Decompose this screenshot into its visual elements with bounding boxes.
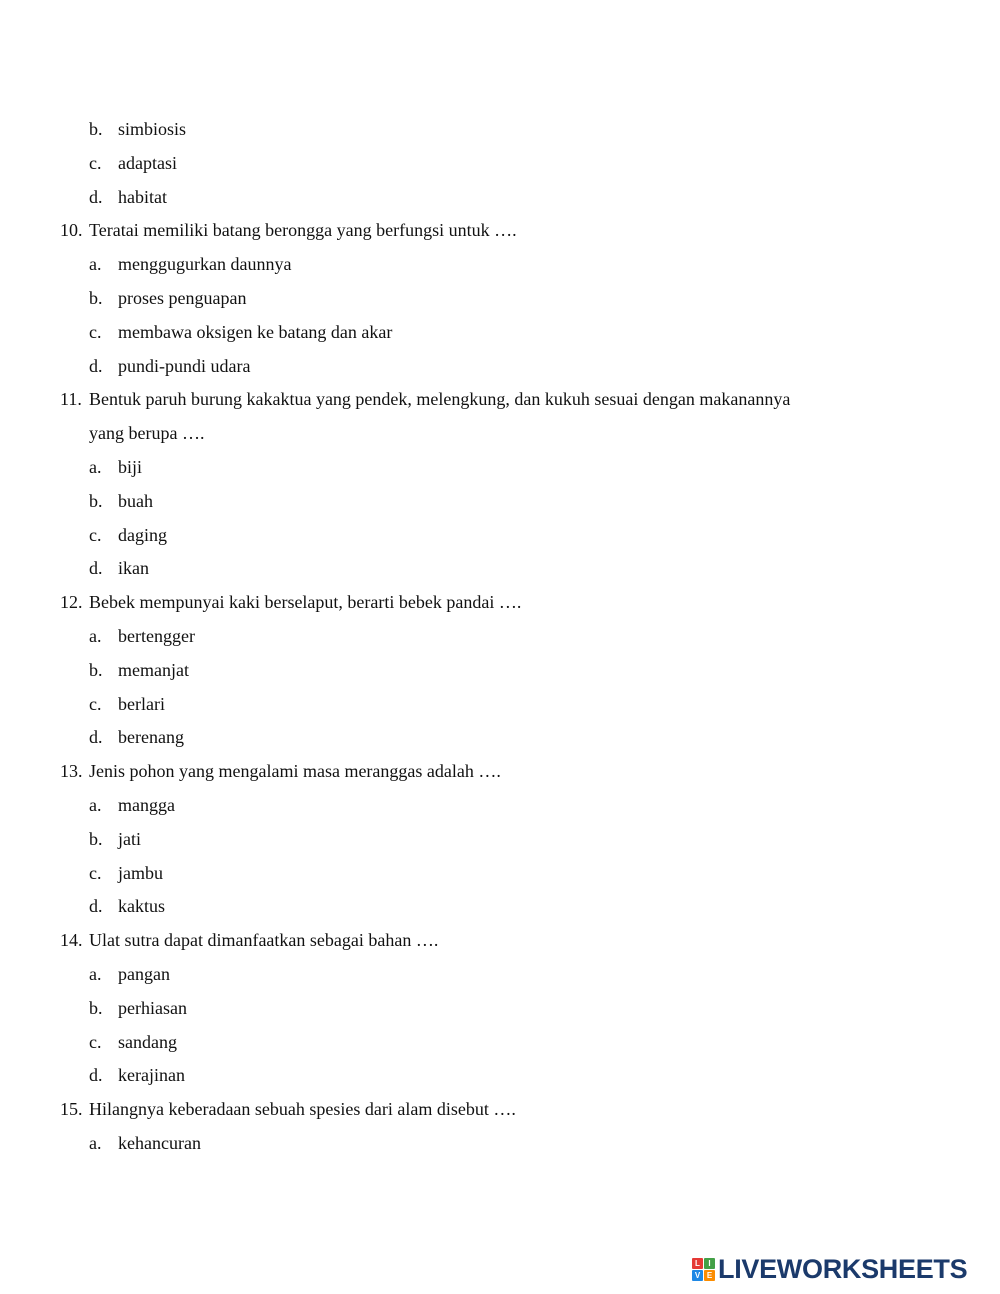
option-letter: a.	[89, 254, 102, 275]
question-item	[0, 1093, 1000, 1127]
option-text: bertengger	[118, 625, 195, 646]
option-letter: b.	[89, 659, 103, 680]
question-number: 13.	[60, 761, 83, 782]
option-text: simbiosis	[118, 119, 187, 139]
question-text: Bebek mempunyai kaki berselaput, berarti bebek pandai ….	[89, 592, 522, 613]
option-text: biji	[118, 456, 143, 477]
answer-option	[0, 992, 1000, 1026]
answer-option	[0, 688, 1000, 722]
answer-option	[0, 451, 1000, 485]
question-item	[0, 383, 1000, 417]
option-text: jambu	[118, 862, 163, 883]
option-letter: b.	[89, 828, 103, 849]
answer-option	[0, 958, 1000, 992]
logo-icon	[692, 1258, 715, 1281]
answer-option	[0, 316, 1000, 350]
option-letter: b.	[89, 119, 103, 139]
option-letter: d.	[89, 727, 103, 748]
option-text: kaktus	[118, 896, 165, 917]
option-text: adaptasi	[118, 152, 177, 173]
option-letter: a.	[89, 963, 102, 984]
question-number: 15.	[60, 1099, 83, 1120]
option-text: kerajinan	[118, 1065, 185, 1086]
option-letter: b.	[89, 287, 103, 308]
question-text: Ulat sutra dapat dimanfaatkan sebagai bahan ….	[89, 930, 439, 951]
option-text: proses penguapan	[118, 287, 247, 308]
option-letter: b.	[89, 490, 103, 511]
option-text: mangga	[118, 794, 175, 815]
option-text: sandang	[118, 1031, 177, 1052]
answer-option	[0, 282, 1000, 316]
question-continuation	[0, 417, 1000, 451]
answer-option	[0, 721, 1000, 755]
question-text: Hilangnya keberadaan sebuah spesies dari alam disebut ….	[89, 1099, 516, 1120]
question-item	[0, 755, 1000, 789]
option-letter: c.	[89, 524, 102, 545]
option-letter: d.	[89, 896, 103, 917]
question-number: 11.	[60, 389, 82, 410]
answer-option	[0, 1059, 1000, 1093]
question-item	[0, 924, 1000, 958]
option-letter: a.	[89, 625, 102, 646]
option-text: berenang	[118, 727, 184, 748]
question-text: yang berupa ….	[89, 423, 205, 444]
option-text: buah	[118, 490, 153, 511]
question-text: Jenis pohon yang mengalami masa meranggas adalah ….	[89, 761, 501, 782]
option-text: ikan	[118, 558, 149, 579]
option-text: perhiasan	[118, 997, 187, 1018]
answer-option	[0, 350, 1000, 384]
logo-cell: L	[692, 1258, 703, 1269]
logo-cell: V	[692, 1270, 703, 1281]
answer-option	[0, 147, 1000, 181]
answer-option	[0, 248, 1000, 282]
option-letter: a.	[89, 456, 102, 477]
question-text: Bentuk paruh burung kakaktua yang pendek, melengkung, dan kukuh sesuai dengan makanannya	[89, 389, 791, 410]
option-text: pundi-pundi udara	[118, 355, 251, 376]
answer-option	[0, 857, 1000, 891]
answer-option	[0, 113, 1000, 147]
option-letter: c.	[89, 693, 102, 714]
answer-option	[0, 823, 1000, 857]
option-text: kehancuran	[118, 1132, 201, 1153]
option-letter: c.	[89, 1031, 102, 1052]
logo-wordmark: LIVEWORKSHEETS	[718, 1253, 968, 1284]
question-number: 14.	[60, 930, 83, 951]
option-text: jati	[118, 828, 141, 849]
option-text: habitat	[118, 186, 167, 207]
option-text: menggugurkan daunnya	[118, 254, 292, 275]
option-letter: b.	[89, 997, 103, 1018]
question-item	[0, 586, 1000, 620]
answer-option	[0, 789, 1000, 823]
answer-option	[0, 1127, 1000, 1161]
question-text: Teratai memiliki batang berongga yang berfungsi untuk ….	[89, 220, 517, 241]
question-number: 10.	[60, 220, 83, 241]
answer-option	[0, 485, 1000, 519]
answer-option	[0, 654, 1000, 688]
option-letter: c.	[89, 862, 102, 883]
option-text: berlari	[118, 693, 165, 714]
option-text: daging	[118, 524, 167, 545]
answer-option	[0, 519, 1000, 553]
option-letter: c.	[89, 321, 102, 342]
liveworksheets-logo	[692, 1254, 967, 1284]
logo-cell: E	[704, 1270, 715, 1281]
answer-option	[0, 552, 1000, 586]
option-letter: d.	[89, 558, 103, 579]
option-letter: d.	[89, 355, 103, 376]
option-letter: a.	[89, 794, 102, 815]
option-letter: d.	[89, 1065, 103, 1086]
option-text: membawa oksigen ke batang dan akar	[118, 321, 393, 342]
question-number: 12.	[60, 592, 83, 613]
option-letter: a.	[89, 1132, 102, 1153]
logo-cell: I	[704, 1258, 715, 1269]
answer-option	[0, 1026, 1000, 1060]
worksheet-content	[0, 113, 1000, 1161]
option-letter: d.	[89, 186, 103, 207]
answer-option	[0, 890, 1000, 924]
question-item	[0, 214, 1000, 248]
answer-option	[0, 181, 1000, 215]
option-text: memanjat	[118, 659, 189, 680]
option-text: pangan	[118, 963, 170, 984]
option-letter: c.	[89, 152, 102, 173]
answer-option	[0, 620, 1000, 654]
